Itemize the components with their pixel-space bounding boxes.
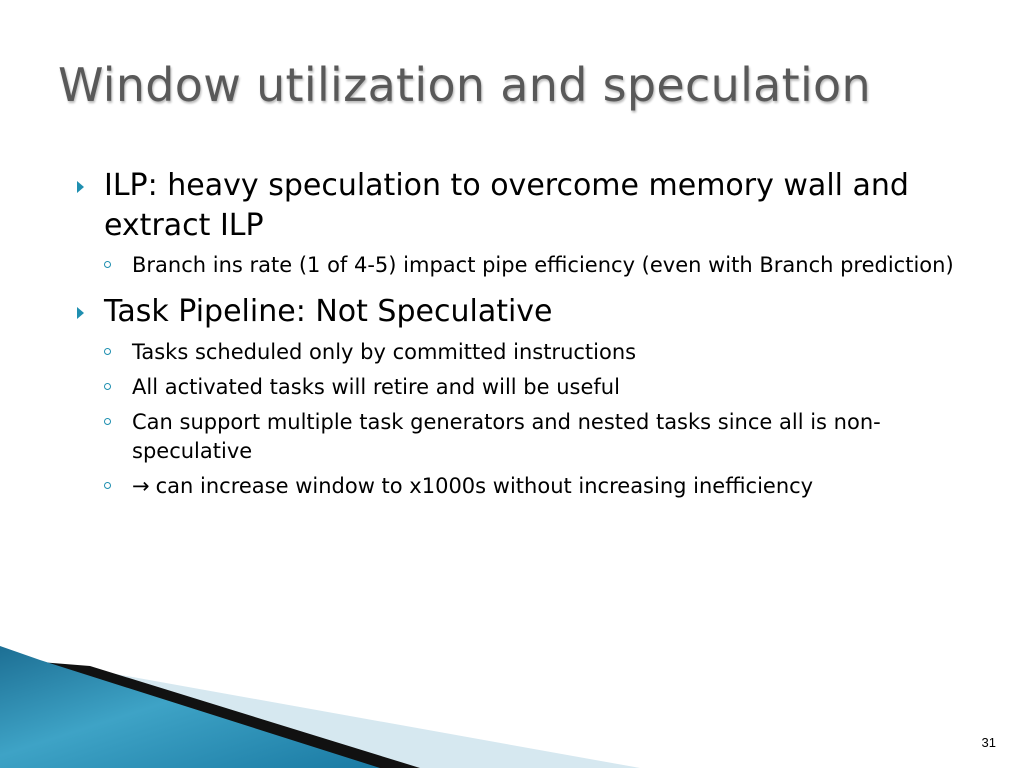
bullet-1-text: ILP: heavy speculation to overcome memory wall and extract ILP [104, 168, 909, 243]
hollow-circle-icon [104, 418, 111, 425]
hollow-circle-icon [104, 261, 111, 268]
bullet-1 [74, 166, 974, 246]
bullet-2 [74, 292, 974, 332]
triangle-right-icon [77, 307, 84, 319]
footer-decoration [0, 636, 640, 768]
triangle-right-icon [77, 181, 84, 193]
right-arrow-icon: → [132, 474, 150, 498]
bullet-2-sub-3-text: Can support multiple task generators and nested tasks since all is non-speculative [132, 410, 881, 463]
bullet-2-sub-1-text: Tasks scheduled only by committed instructions [132, 340, 637, 364]
hollow-circle-icon [104, 348, 111, 355]
hollow-circle-icon [104, 482, 111, 489]
bullet-2-sub-4 [74, 472, 974, 501]
bullet-1-sub-1-text: Branch ins rate (1 of 4-5) impact pipe efficiency (even with Branch prediction) [132, 253, 954, 277]
hollow-circle-icon [104, 383, 111, 390]
page-number: 31 [981, 735, 996, 750]
bullet-2-text: Task Pipeline: Not Speculative [104, 294, 553, 329]
bullet-2-sub-3 [74, 408, 974, 466]
bullet-2-sub-2-text: All activated tasks will retire and will be useful [132, 375, 620, 399]
bullet-2-sub-4-text: can increase window to x1000s without increasing inefficiency [155, 474, 814, 498]
slide-content [74, 166, 974, 507]
slide-title: Window utilization and speculation [58, 58, 871, 112]
bullet-2-sub-1 [74, 338, 974, 367]
bullet-1-sub-1 [74, 251, 974, 280]
bullet-2-sub-2 [74, 373, 974, 402]
